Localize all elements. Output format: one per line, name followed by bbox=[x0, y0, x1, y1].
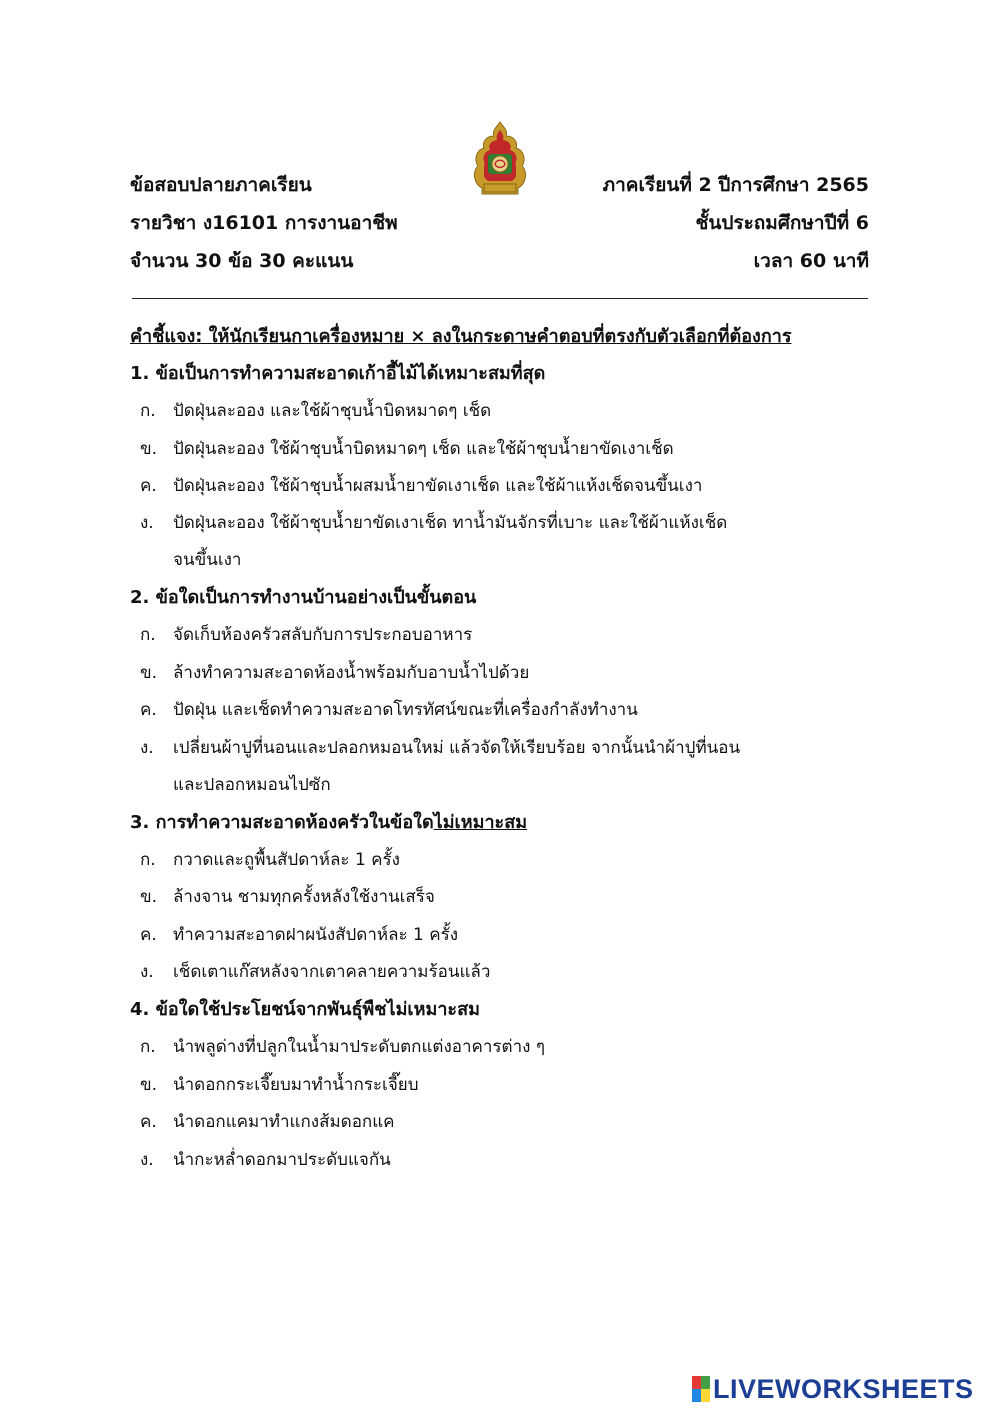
choice-text: นำพลูด่างที่ปลูกในน้ำมาประดับตกแต่งอาคารต่าง ๆ bbox=[173, 1037, 545, 1057]
brand-text: LIVEWORKSHEETS bbox=[713, 1373, 974, 1404]
choice-text: ปัดฝุ่นละออง ใช้ผ้าชุบน้ำยาขัดเงาเช็ด ทาน้ำมันจักรที่เบาะ และใช้ผ้าแห้งเช็ด bbox=[173, 513, 728, 533]
question-count: จำนวน 30 ข้อ 30 คะแนน bbox=[130, 250, 354, 272]
choice-text: ทำความสะอาดฝาผนังสัปดาห์ละ 1 ครั้ง bbox=[173, 925, 459, 945]
subject-name: รายวิชา ง16101 การงานอาชีพ bbox=[130, 212, 398, 234]
question-2-choice-d[interactable] bbox=[140, 735, 740, 761]
question-1-choice-b[interactable] bbox=[140, 436, 674, 462]
choice-letter: ก. bbox=[140, 1037, 156, 1057]
choice-letter: ก. bbox=[140, 850, 156, 870]
choice-text: ปัดฝุ่นละออง และใช้ผ้าชุบน้ำบิดหมาดๆ เช็ด bbox=[173, 401, 492, 421]
question-3-text: 3. การทำความสะอาดห้องครัวในข้อใด bbox=[130, 812, 434, 833]
choice-letter: ก. bbox=[140, 625, 156, 645]
liveworksheets-badge-icon bbox=[692, 1376, 710, 1402]
choice-text: นำกะหล่ำดอกมาประดับแจกัน bbox=[173, 1150, 391, 1170]
choice-letter: ข. bbox=[140, 439, 158, 459]
question-1-choice-c[interactable] bbox=[140, 473, 702, 499]
choice-letter: ง. bbox=[140, 513, 154, 533]
choice-text: ล้างทำความสะอาดห้องน้ำพร้อมกับอาบน้ำไปด้วย bbox=[173, 663, 530, 683]
question-3 bbox=[130, 810, 527, 836]
question-2: 2. ข้อใดเป็นการทำงานบ้านอย่างเป็นขั้นตอน bbox=[130, 587, 477, 608]
choice-letter: ค. bbox=[140, 700, 157, 720]
exam-duration: เวลา 60 นาที bbox=[753, 250, 869, 272]
question-4-choice-a[interactable] bbox=[140, 1034, 545, 1060]
choice-letter: ข. bbox=[140, 1075, 158, 1095]
question-4-choice-b[interactable] bbox=[140, 1072, 419, 1098]
question-3-choice-a[interactable] bbox=[140, 847, 400, 873]
choice-text: ปัดฝุ่นละออง ใช้ผ้าชุบน้ำผสมน้ำยาขัดเงาเช็ด และใช้ผ้าแห้งเช็ดจนขึ้นเงา bbox=[173, 476, 703, 496]
school-emblem-icon bbox=[470, 120, 530, 200]
choice-letter: ข. bbox=[140, 663, 158, 683]
question-3-choice-d[interactable] bbox=[140, 959, 490, 985]
choice-letter: ค. bbox=[140, 1112, 157, 1132]
question-3-choice-c[interactable] bbox=[140, 922, 458, 948]
choice-letter: ค. bbox=[140, 476, 157, 496]
header-divider bbox=[132, 298, 868, 299]
choice-text: เปลี่ยนผ้าปูที่นอนและปลอกหมอนใหม่ แล้วจัดให้เรียบร้อย จากนั้นนำผ้าปูที่นอน bbox=[173, 738, 741, 758]
choice-text: ปัดฝุ่น และเช็ดทำความสะอาดโทรทัศน์ขณะที่เครื่องกำลังทำงาน bbox=[173, 700, 638, 720]
question-1-choice-a[interactable] bbox=[140, 398, 491, 424]
question-1-choice-d-continued: จนขึ้นเงา bbox=[173, 550, 242, 570]
choice-letter: ง. bbox=[140, 962, 154, 982]
choice-text: นำดอกแคมาทำแกงส้มดอกแค bbox=[173, 1112, 395, 1132]
instruction-text: คำชี้แจง: ให้นักเรียนกาเครื่องหมาย × ลงในกระดาษคำตอบที่ตรงกับตัวเลือกที่ต้องการ bbox=[130, 326, 792, 347]
question-3-choice-b[interactable] bbox=[140, 884, 435, 910]
question-2-choice-a[interactable] bbox=[140, 622, 472, 648]
question-4: 4. ข้อใดใช้ประโยชน์จากพันธุ์พืชไม่เหมาะสม bbox=[130, 999, 480, 1020]
question-3-emphasis: ไม่เหมาะสม bbox=[433, 812, 528, 833]
choice-text: นำดอกกระเจี๊ยบมาทำน้ำกระเจี๊ยบ bbox=[173, 1075, 419, 1095]
choice-letter: ค. bbox=[140, 925, 157, 945]
choice-letter: ง. bbox=[140, 1150, 154, 1170]
question-1: 1. ข้อเป็นการทำความสะอาดเก้าอี้ไม้ได้เหมาะสมที่สุด bbox=[130, 363, 546, 384]
choice-text: กวาดและถูพื้นสัปดาห์ละ 1 ครั้ง bbox=[173, 850, 400, 870]
exam-title: ข้อสอบปลายภาคเรียน bbox=[130, 174, 312, 196]
liveworksheets-logo[interactable] bbox=[692, 1374, 974, 1404]
choice-text: จัดเก็บห้องครัวสลับกับการประกอบอาหาร bbox=[173, 625, 473, 645]
question-2-choice-d-continued: และปลอกหมอนไปซัก bbox=[173, 775, 331, 795]
question-4-choice-d[interactable] bbox=[140, 1147, 391, 1173]
choice-text: ล้างจาน ชามทุกครั้งหลังใช้งานเสร็จ bbox=[173, 887, 435, 907]
grade-level: ชั้นประถมศึกษาปีที่ 6 bbox=[695, 212, 869, 234]
choice-text: เช็ดเตาแก๊สหลังจากเตาคลายความร้อนแล้ว bbox=[173, 962, 491, 982]
question-1-choice-d[interactable] bbox=[140, 510, 727, 536]
choice-letter: ข. bbox=[140, 887, 158, 907]
choice-letter: ก. bbox=[140, 401, 156, 421]
choice-letter: ง. bbox=[140, 738, 154, 758]
question-2-choice-c[interactable] bbox=[140, 697, 638, 723]
question-4-choice-c[interactable] bbox=[140, 1109, 395, 1135]
choice-text: ปัดฝุ่นละออง ใช้ผ้าชุบน้ำบิดหมาดๆ เช็ด และใช้ผ้าชุบน้ำยาขัดเงาเช็ด bbox=[173, 439, 674, 459]
question-2-choice-b[interactable] bbox=[140, 660, 529, 686]
semester-year: ภาคเรียนที่ 2 ปีการศึกษา 2565 bbox=[602, 174, 869, 196]
